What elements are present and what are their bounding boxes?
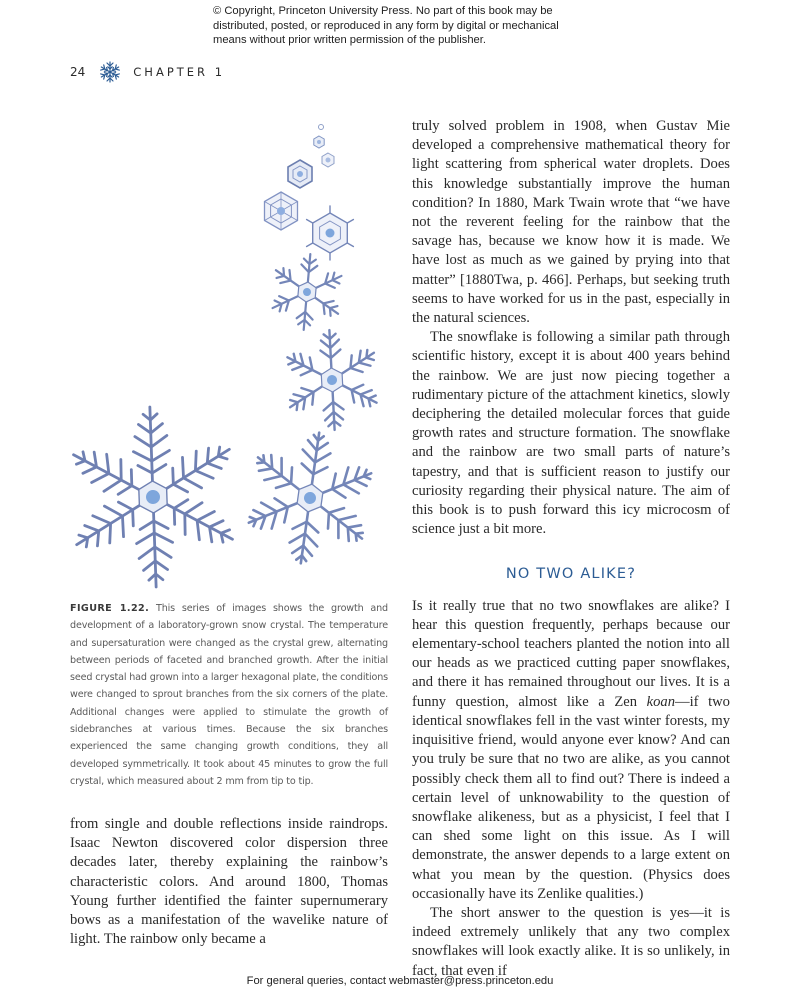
body-paragraph: The snowflake is following a similar path through scientific history, except it is about 400 years behind the rainbow. We are just now piecing together a rudimentary picture of the attachment kinetics, slowly deciphering the detailed molecular forces that guide growth rates and structure formation. The snowflake and the rainbow are two small parts of nature’s tapestry, and that is sufficient reason to justify our curiosity regarding their physical nature. The aim of this book is to push forward this icy microcosm of science just a bit more. bbox=[412, 329, 730, 538]
koan-term: koan bbox=[646, 693, 675, 710]
crystal-stage-plate-3 bbox=[288, 160, 312, 188]
copyright-line: means without prior written permission of the publisher. bbox=[213, 34, 486, 46]
crystal-stage-stellar-1 bbox=[267, 251, 347, 333]
crystal-stage-plate-4 bbox=[265, 192, 298, 230]
body-paragraph: from single and double reflections inside raindrops. Isaac Newton discovered color dispersion three decades later, thereby explaining the rainbow’s characteristic colors. And around 1800, Thomas Young further identified the fainter supernumerary bows as a manifestation of the wavelike nature of light. The rainbow only became a bbox=[70, 816, 388, 948]
right-column-text bbox=[412, 117, 730, 981]
crystal-stage-stellar-3 bbox=[237, 424, 382, 573]
crystal-stage-stellar-final bbox=[63, 404, 243, 590]
paragraph-text: —if two identical snowflakes fell in the vast winter forests, my inquisitive friend, would anyone ever know? And can you truly be sure that no two are alike, as you cannot possibly check them all to find out? There is indeed a certain level of unknowability to the question of snowflake alikeness, but as a physicist, I feel that I can shed some light on this issue. As I will demonstrate, the answer depends to a large extent on what you mean by the question. (Physics does occasionally have its Zenlike qualities.) bbox=[412, 693, 730, 902]
footer-contact: For general queries, contact webmaster@press.princeton.edu bbox=[246, 975, 554, 987]
copyright-notice bbox=[213, 4, 613, 48]
paragraph-text: Is it really true that no two snowflakes are alike? I hear this question frequently, perhaps because our elementary-school teachers planted the notion into all our heads as we practiced cutting paper snowflakes, and there it has remained throughout our lives. It is a funny question, almost like a Zen bbox=[412, 597, 730, 710]
figure-caption-text: This series of images shows the growth and development of a laboratory-grown snow crystal. The temperature and supersaturation were changed as the crystal grew, alternating between periods of faceted and branched growth. After the initial seed crystal had grown into a larger hexagonal plate, the conditions were changed to sprout branches from the six corners of the plate. Additional changes were applied to stimulate the growth of sidebranches at various times. Because the six branches experienced the same changing growth conditions, they all developed symmetrically. It took about 45 minutes to grow the full crystal, which measured about 2 mm from tip to tip. bbox=[70, 603, 388, 787]
running-head bbox=[70, 60, 225, 84]
copyright-line: distributed, posted, or reproduced in any form by digital or mechanical bbox=[213, 19, 559, 32]
body-paragraph bbox=[412, 597, 730, 904]
snowflake-icon bbox=[99, 61, 121, 83]
snow-crystal-figure bbox=[60, 115, 405, 595]
snow-crystal-growth-image bbox=[60, 115, 405, 595]
crystal-stage-plate-5 bbox=[307, 206, 354, 260]
left-column-text bbox=[70, 815, 388, 949]
crystal-stage-stellar-2 bbox=[281, 328, 383, 433]
figure-caption bbox=[70, 600, 388, 790]
crystal-stage-plate-2 bbox=[322, 153, 334, 167]
section-heading: NO TWO ALIKE? bbox=[505, 566, 637, 583]
body-paragraph: truly solved problem in 1908, when Gustav Mie developed a comprehensive mathematical theory for light scattering from spherical water droplets. Does this knowledge substantially improve the human condition? In 1880, Mark Twain wrote that “we have not the reverent feeling for the rainbow that the savage has, because we know how it is made. We have lost as much as we gained by prying into that matter” [1880Twa, p. 466]. Perhaps, but seeking truth seems to have worked for us in the past, especially in the natural sciences. bbox=[412, 118, 730, 327]
copyright-line: © Copyright, Princeton University Press. No part of this book may be bbox=[213, 5, 553, 17]
figure-label: FIGURE 1.22. bbox=[70, 603, 150, 614]
chapter-label: CHAPTER 1 bbox=[133, 65, 226, 79]
crystal-stage-plate-1 bbox=[314, 136, 324, 148]
body-paragraph: The short answer to the question is yes—it is indeed extremely unlikely that any two complex snowflakes will look exactly alike. It is so unlikely, in fact, that even if bbox=[412, 904, 730, 979]
page-number: 24 bbox=[70, 65, 86, 79]
